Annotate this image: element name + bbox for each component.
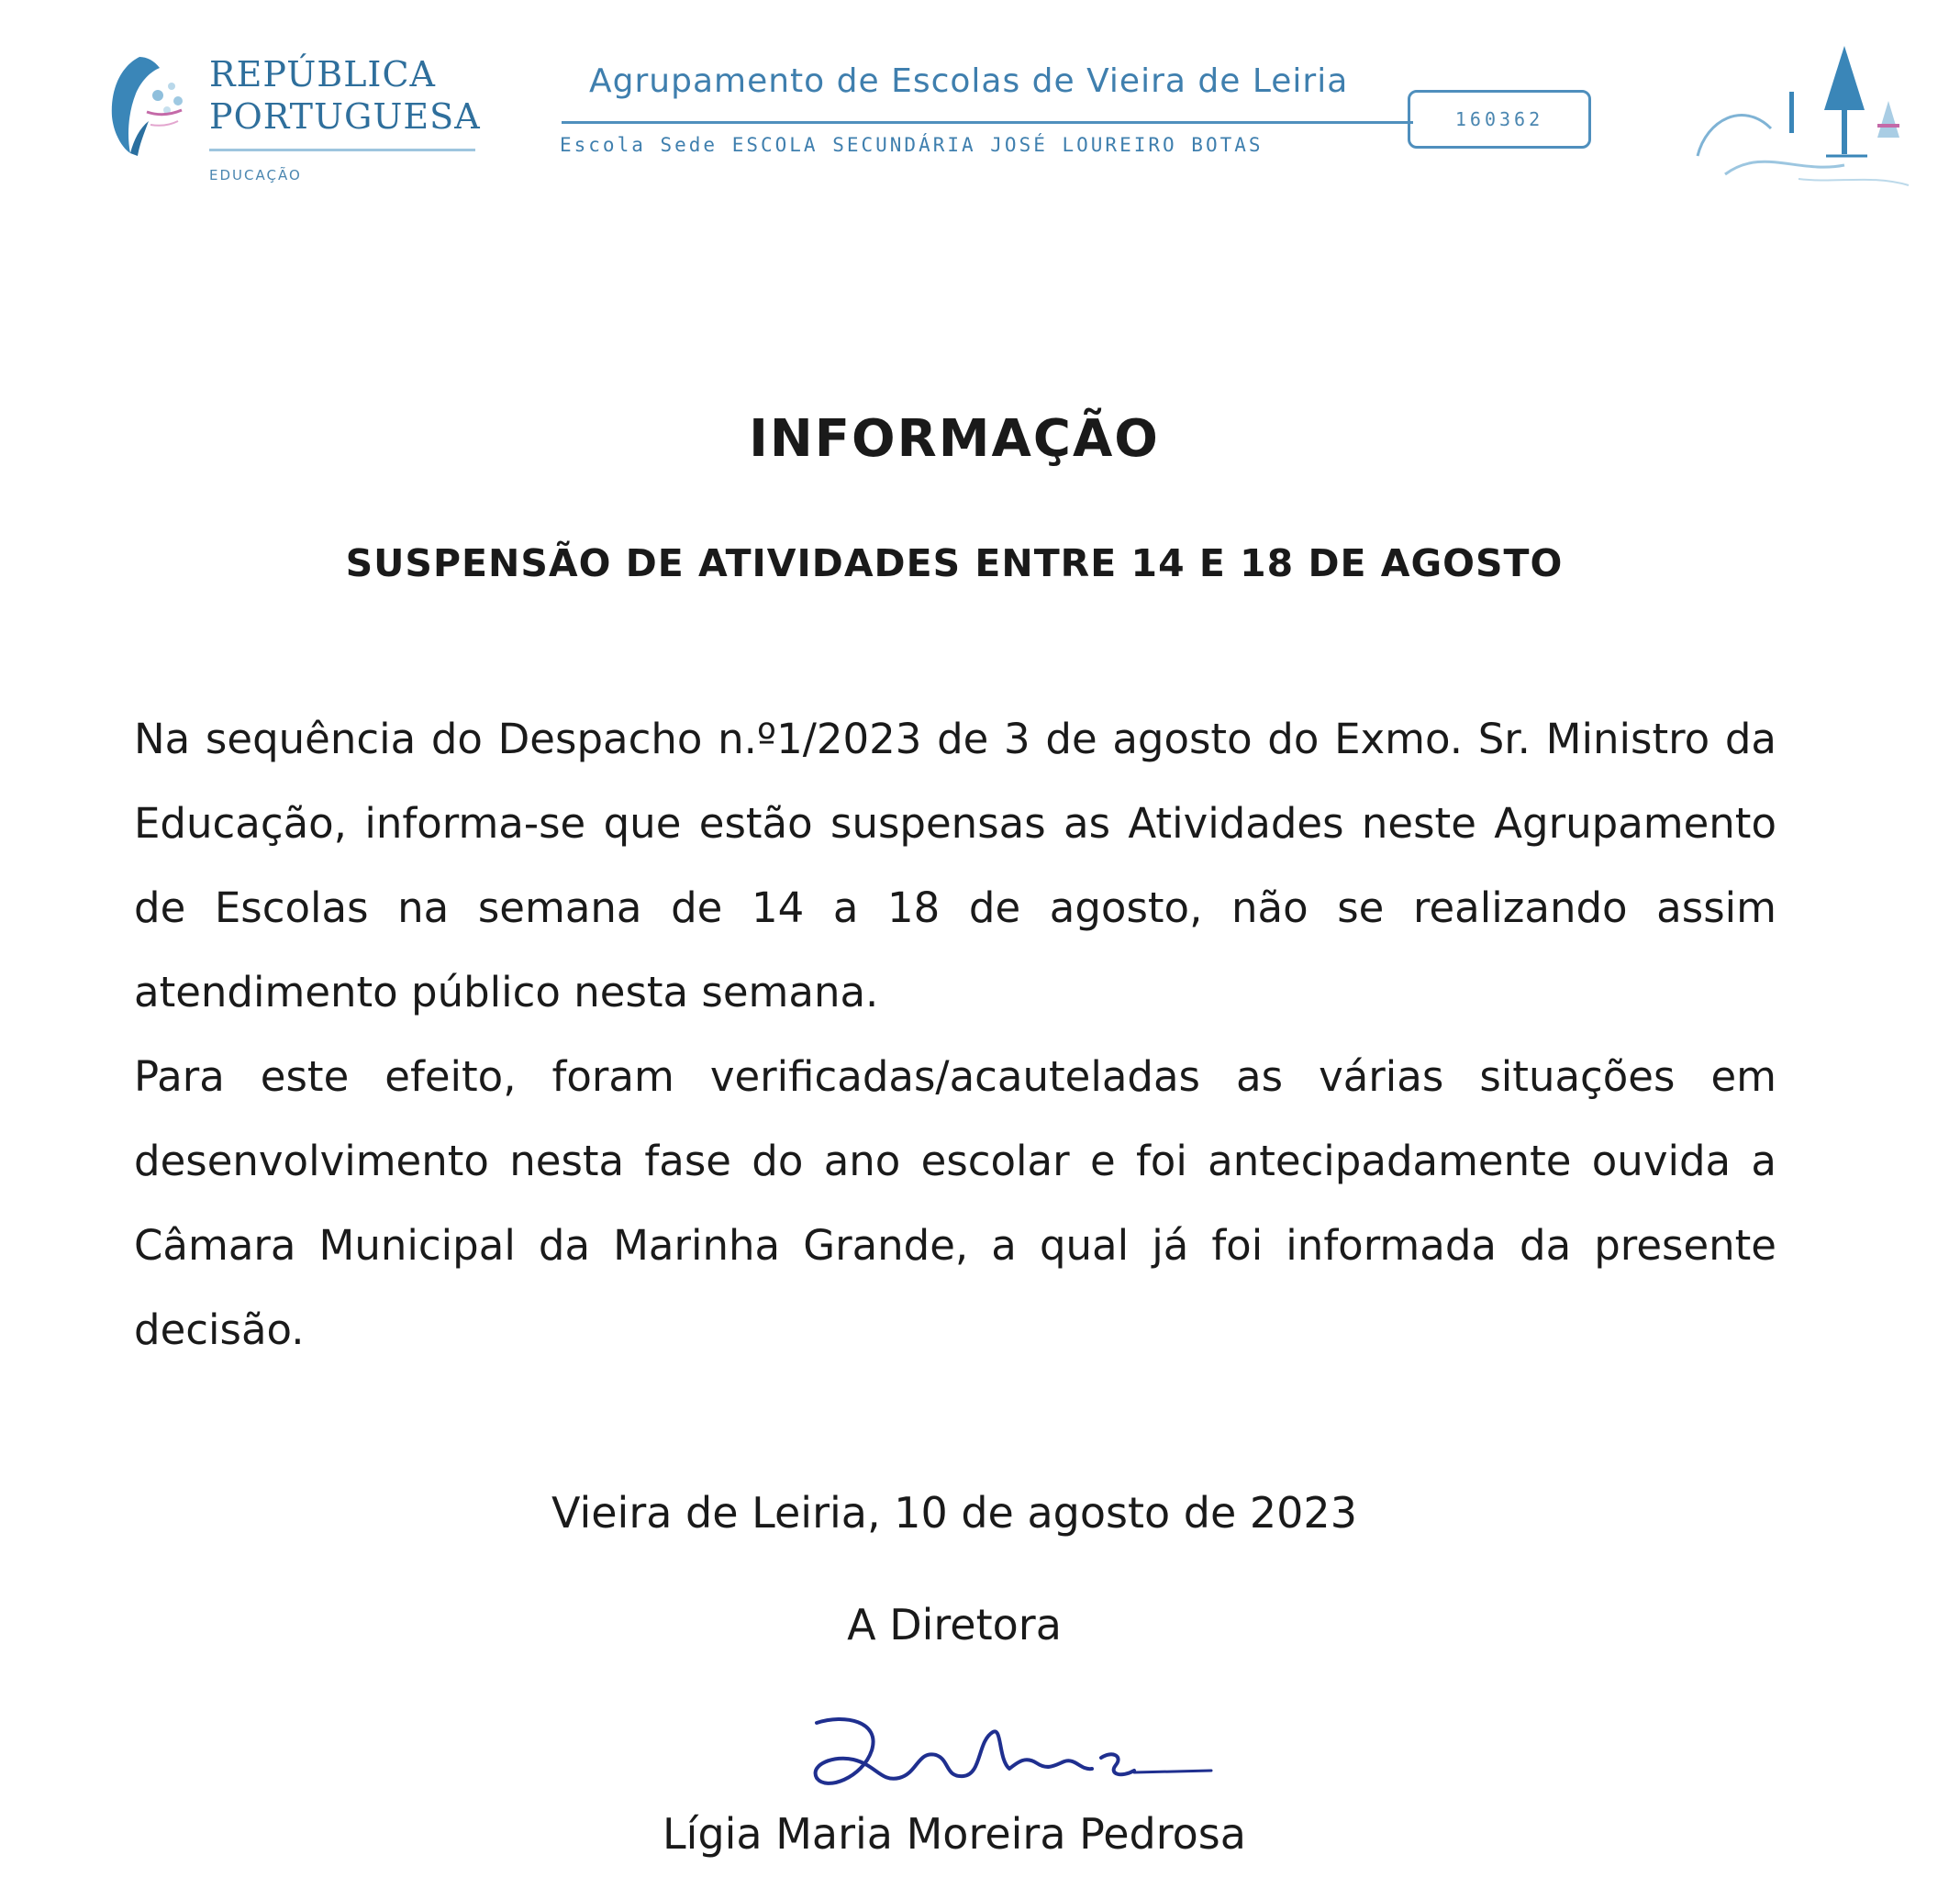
body-paragraph-1: Na sequência do Despacho n.º1/2023 de 3 de agosto do Exmo. Sr. Ministro da Educação, informa-se que estão suspensas as Atividades neste Agrupamento de Escolas na semana de 14 a 18 de agosto, não se realizando assim atendimento público nesta semana. bbox=[134, 715, 1776, 1016]
school-pine-tree-logo-icon bbox=[1688, 37, 1918, 193]
header-rule bbox=[562, 121, 1413, 124]
handwritten-signature-icon bbox=[789, 1705, 1230, 1805]
letterhead bbox=[0, 0, 1960, 211]
republica-portuguesa-emblem-icon bbox=[103, 48, 195, 158]
wordmark-rule bbox=[209, 149, 475, 151]
school-headquarters: Escola Sede ESCOLA SECUNDÁRIA JOSÉ LOUREIRO BOTAS bbox=[560, 134, 1264, 156]
signer-role: A Diretora bbox=[847, 1600, 1062, 1649]
document-body bbox=[134, 697, 1776, 1372]
republica-portuguesa-wordmark bbox=[209, 53, 481, 138]
school-code-badge: 160362 bbox=[1408, 90, 1591, 149]
republica-line1: REPÚBLICA bbox=[209, 54, 436, 94]
document-title: INFORMAÇÃO bbox=[749, 409, 1160, 469]
document-subtitle: SUSPENSÃO DE ATIVIDADES ENTRE 14 E 18 DE AGOSTO bbox=[345, 541, 1564, 585]
republica-line2: PORTUGUESA bbox=[209, 96, 481, 137]
place-and-date: Vieira de Leiria, 10 de agosto de 2023 bbox=[551, 1488, 1357, 1538]
educacao-label: EDUCAÇÃO bbox=[209, 167, 302, 183]
body-paragraph-2: Para este efeito, foram verificadas/acauteladas as várias situações em desenvolvimento nesta fase do ano escolar e foi antecipadamente ouvida a Câmara Municipal da Marinha Grande, a qual já foi informada da presente decisão. bbox=[134, 1052, 1776, 1354]
school-group-name: Agrupamento de Escolas de Vieira de Leiria bbox=[589, 62, 1349, 100]
signer-name: Lígia Maria Moreira Pedrosa bbox=[663, 1809, 1246, 1859]
